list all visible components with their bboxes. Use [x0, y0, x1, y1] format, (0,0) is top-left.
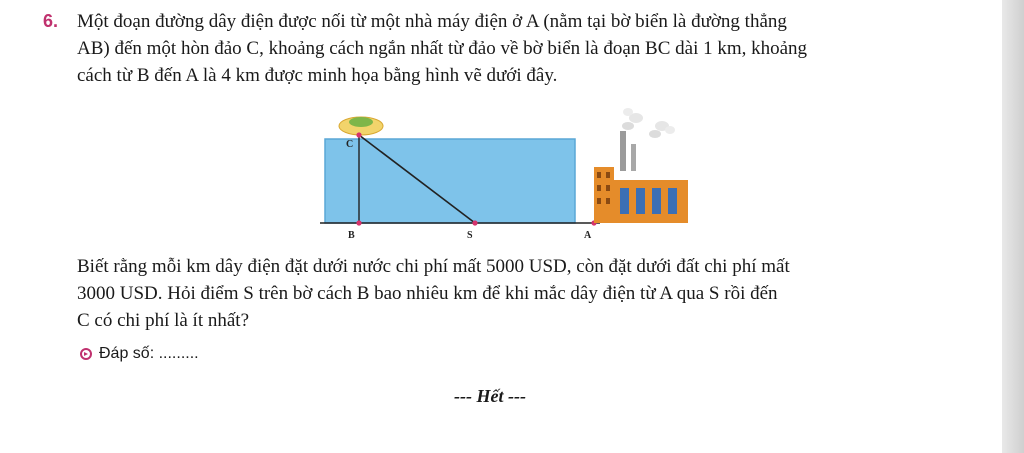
intro-line-2: AB) đến một hòn đảo C, khoảng cách ngắn nhất từ đảo về bờ biển là đoạn BC dài 1 km, khoảng	[77, 38, 808, 59]
label-a: A	[584, 230, 592, 241]
label-c: C	[346, 139, 354, 150]
intro-line-3: cách từ B đến A là 4 km được minh họa bằng hình vẽ dưới đây.	[77, 65, 558, 86]
island-icon	[339, 117, 383, 135]
end-marker: --- Hết ---	[454, 386, 526, 406]
problem-question	[77, 253, 957, 334]
answer-label: Đáp số: .........	[99, 345, 199, 362]
point-s	[472, 220, 477, 225]
label-s: S	[467, 230, 473, 241]
question-number: 6.	[43, 11, 59, 31]
question-line-1: Biết rằng mỗi km dây điện đặt dưới nước chi phí mất 5000 USD, còn đặt dưới đất chi phí mất	[77, 256, 790, 277]
question-line-3: C có chi phí là ít nhất?	[77, 310, 250, 331]
answer-line	[80, 345, 199, 363]
arrow-circle-icon	[80, 348, 92, 360]
power-plant-icon	[594, 108, 688, 223]
intro-line-1: Một đoạn đường dây điện được nối từ một nhà máy điện ở A (nằm tại bờ biển là đường thẳng	[77, 11, 787, 32]
question-line-2: 3000 USD. Hỏi điểm S trên bờ cách B bao nhiêu km để khi mắc dây điện từ A qua S rồi đến	[77, 283, 778, 304]
sea-area	[325, 139, 575, 223]
point-c	[356, 132, 361, 137]
point-b	[356, 220, 361, 225]
label-b: B	[348, 230, 355, 241]
